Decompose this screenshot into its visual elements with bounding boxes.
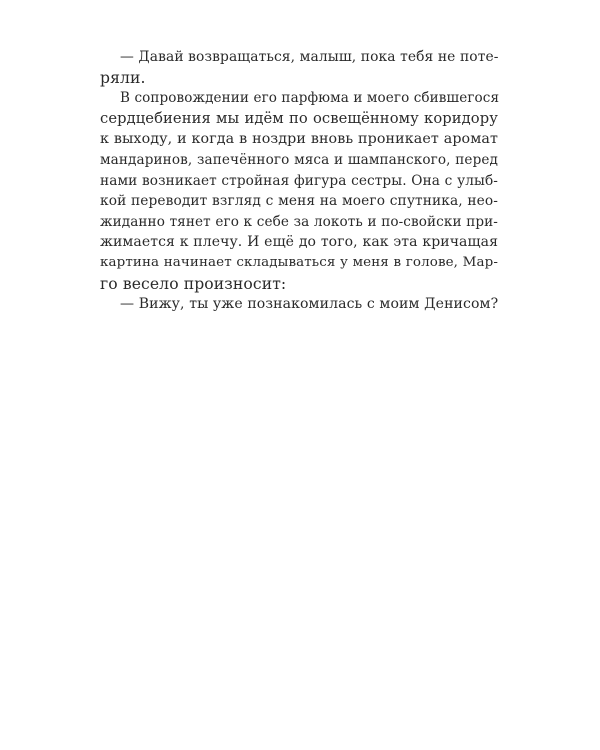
body-text [100, 47, 498, 315]
paragraph-dialogue-2 [100, 294, 498, 315]
text-line: — Вижу, ты уже познакомилась с моим Денисом? [120, 296, 499, 313]
text-line: ряли. [100, 68, 146, 87]
text-line: нами возникает стройная фигура сестры. Она с улыб- [100, 172, 498, 189]
paragraph-narration [100, 88, 498, 294]
text-line: картина начинает складываться у меня в голове, Мар- [100, 254, 498, 270]
text-line: В сопровождении его парфюма и моего сбившегося [120, 90, 500, 107]
text-line: сердцебиения мы идём по освещённому коридору [100, 109, 498, 127]
text-line: к выходу, и когда в ноздри вновь проникает аромат [100, 131, 498, 148]
paragraph-dialogue-1 [100, 47, 498, 88]
text-line: — Давай возвращаться, малыш, пока тебя не поте- [120, 49, 499, 65]
text-line: жимается к плечу. И ещё до того, как эта кричащая [100, 234, 498, 251]
text-line: мандаринов, запечённого мяса и шампанского, перед [100, 151, 498, 168]
text-line: кой переводит взгляд с меня на моего спутника, нео- [100, 193, 498, 210]
text-line: го весело произносит: [100, 274, 287, 293]
text-line: жиданно тянет его к себе за локоть и по-свойски при- [100, 213, 498, 230]
